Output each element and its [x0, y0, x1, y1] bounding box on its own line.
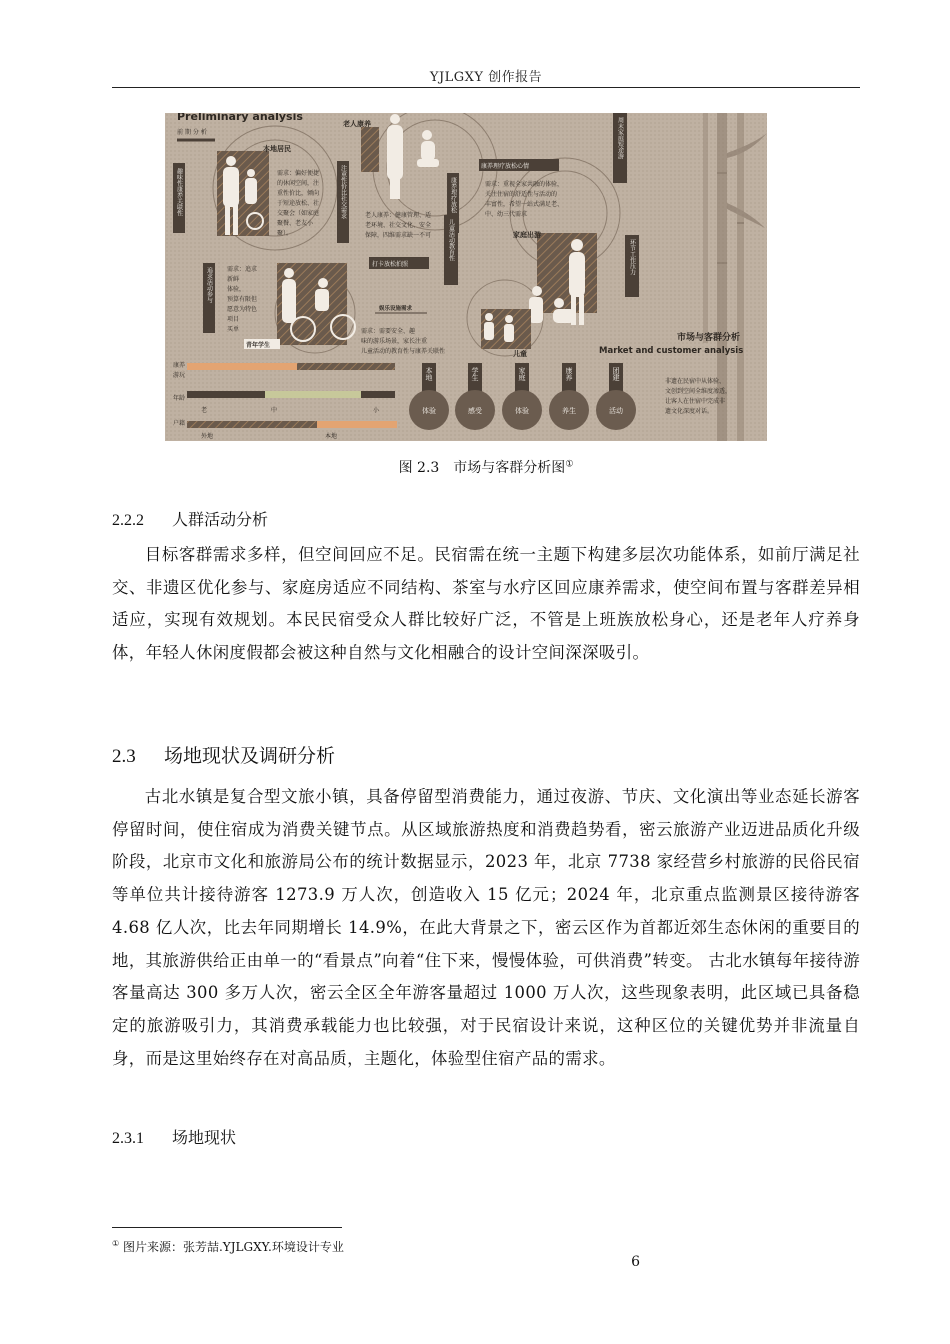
svg-text:保障，四维需求缺一不可: 保障，四维需求缺一不可: [365, 232, 432, 239]
bar-row2-label: 年龄: [173, 395, 186, 402]
footnote: [112, 1238, 344, 1255]
vtext-f: 追求活动参与: [205, 267, 213, 303]
svg-text:非遗在民宿中从体验、: 非遗在民宿中从体验、: [665, 378, 726, 385]
figure-svg: [165, 113, 767, 441]
label-elder: 老人康养: [343, 120, 371, 128]
tick-origin-1: 本地: [325, 433, 338, 440]
svg-text:项目: 项目: [227, 316, 240, 323]
caption-footnote-mark: ①: [565, 459, 574, 470]
label-family: 家庭出游: [513, 231, 541, 239]
section-number: 2.3.1: [112, 1130, 144, 1147]
bar-row3-a: [187, 421, 317, 428]
section-2-3-1-heading: [112, 1125, 236, 1148]
vtext-d: 周末家庭短途游: [616, 117, 624, 159]
svg-text:需求：偏好便捷: 需求：偏好便捷: [277, 170, 320, 177]
footnote-rule: [112, 1227, 342, 1228]
svg-text:老环境、社交文化、安全: 老环境、社交文化、安全: [365, 222, 432, 229]
family-panel: [537, 233, 597, 313]
elder-needs-text: [365, 211, 431, 239]
svg-text:家庭: 家庭: [518, 367, 526, 381]
vtext-g: 环节工作压力: [628, 239, 636, 275]
label-kids: 儿童: [513, 350, 527, 358]
svg-text:需求：追求: 需求：追求: [227, 266, 258, 273]
bar-row3-label: 户籍: [173, 420, 186, 427]
svg-text:新鲜: 新鲜: [227, 276, 240, 283]
section-number: 2.2.2: [112, 512, 144, 529]
svg-text:的休闲空间，注: 的休闲空间，注: [277, 180, 320, 187]
svg-text:康养: 康养: [565, 367, 573, 381]
svg-text:聚）。: 聚）。: [277, 230, 293, 237]
bar-row2-c: [361, 391, 395, 398]
svg-text:遗文化深度对话。: 遗文化深度对话。: [665, 408, 714, 415]
right-title-en: Market and customer analysis: [599, 346, 744, 356]
svg-text:买单: 买单: [227, 326, 240, 333]
paragraph-site-analysis: 古北水镇是复合型文旅小镇，具备停留型消费能力，通过夜游、节庆、文化演出等业态延长游客停留时间，使住宿成为消费关键节点。从区域旅游热度和消费趋势看，密云旅游产业迈进品质化升级阶段，北京市文化和旅游局公布的统计数据显示，2023 年，北京 7738 家经营乡村旅游的民俗民宿等单位共计接待游客 1273.9 万人次，创造收入 15 亿元；2024 年，北京重点监测景区接待游客 4.68 亿人次，比去年同期增长 14.9%，在此大背景之下，密云区作为首都近郊生态休闲的重要目的地，其旅游供给正由单一的“看景点”向着“住下来，慢慢体验，可供消费”转变。 古北水镇每年接待游客量高达 300 多万人次，密云全区全年游客量超过 1000 万人次，这些现象表明，此区域已具备稳定的旅游吸引力，其消费承载能力也比较强，对于民宿设计来说，这种区位的关键优势并非流量自身，而是这里始终存在对高品质，主题化，体验型住宿产品的需求。: [112, 787, 860, 1068]
bar-row2-b: [265, 391, 361, 398]
section-title: 场地现状: [172, 1128, 237, 1147]
svg-text:体验，: 体验，: [227, 286, 246, 293]
bar-row1-label2: 游玩: [173, 372, 186, 379]
svg-text:团建: 团建: [612, 367, 620, 381]
header-rule: [112, 87, 860, 88]
figure-en-title: Preliminary analysis: [177, 113, 303, 123]
caption-text: 图 2.3 市场与客群分析图: [398, 460, 566, 476]
bar-row1-a: [187, 363, 297, 370]
market-analysis-figure: [165, 113, 767, 441]
svg-text:体验: 体验: [515, 407, 529, 415]
bar-row2-a: [187, 391, 265, 398]
figure-cn-subtitle: 前 期 分 析: [177, 129, 207, 136]
bar-row3-b: [317, 421, 397, 428]
svg-text:关注住宿的舒适性与活动的: 关注住宿的舒适性与活动的: [485, 191, 558, 198]
svg-text:文创到空间全维度渗透，: 文创到空间全维度渗透，: [665, 388, 732, 395]
svg-text:老人康养：健康管理、适: 老人康养：健康管理、适: [365, 212, 432, 219]
section-title: 场地现状及调研分析: [164, 745, 336, 767]
bar-row1-label: 康养: [173, 362, 186, 369]
tick-age-0: 老: [201, 407, 208, 414]
svg-text:愿意为特色: 愿意为特色: [227, 306, 258, 313]
bar-row1-b: [297, 363, 395, 370]
section-2-3-heading: [112, 741, 335, 768]
vtext-e: 儿童活动教育性: [447, 219, 455, 261]
vtext-b: 注重性价比社交需求: [339, 165, 347, 219]
svg-text:预算有限但: 预算有限但: [227, 296, 258, 303]
paragraph-crowd-analysis: 目标客群需求多样，但空间回应不足。民宿需在统一主题下构建多层次功能体系，如前厅满足社交、非遗区优化参与、家庭房适应不同结构、茶室与水疗区回应康养需求，使空间布置与客群差异相适应，实现有效规划。本民民宿受众人群比较好广泛，不管是上班族放松身心，还是老年人疗养身体，年轻人休闲度假都会被这种自然与文化相融合的设计空间深深吸引。: [112, 545, 860, 663]
footnote-text: 图片来源：张芳喆.YJLGXY.环境设计专业: [119, 1240, 344, 1254]
svg-text:学生: 学生: [471, 367, 479, 381]
svg-text:中、幼三代需求: 中、幼三代需求: [485, 211, 528, 218]
local-needs-text: [277, 169, 319, 237]
svg-text:感受: 感受: [468, 407, 482, 415]
figure-caption: [112, 457, 860, 477]
footnote-mark: ①: [112, 1239, 120, 1248]
label-photo: 打卡放松拍照: [372, 261, 409, 268]
svg-text:丰富性，希望一站式满足老、: 丰富性，希望一站式满足老、: [485, 201, 564, 208]
vtext-a: 趣味性康养关联性: [175, 168, 183, 216]
svg-text:让客人在住宿中完成非: 让客人在住宿中完成非: [665, 398, 726, 405]
page-number: 6: [631, 1254, 640, 1270]
svg-text:于短途放松、社: 于短途放松、社: [277, 200, 320, 207]
svg-text:体验: 体验: [422, 407, 436, 415]
svg-text:活动: 活动: [609, 407, 623, 415]
svg-text:需求：需要安全、趣: 需求：需要安全、趣: [361, 328, 416, 335]
section-title: 人群活动分析: [172, 510, 269, 529]
svg-text:味的游乐场景，家长注重: 味的游乐场景，家长注重: [361, 338, 428, 345]
label-relax: 康养理疗放松心情: [481, 163, 530, 170]
right-title-cn: 市场与客群分析: [677, 333, 741, 343]
section-number: 2.3: [112, 746, 136, 767]
tick-age-1: 中: [271, 407, 278, 414]
elder-panel: [361, 127, 379, 172]
vtext-c: 康养理疗放松: [449, 177, 457, 213]
svg-text:聚餐、老友小: 聚餐、老友小: [277, 220, 314, 227]
svg-text:需求：重视全家共融的体验，: 需求：重视全家共融的体验，: [485, 181, 564, 188]
section-2-2-2-heading: [112, 507, 268, 530]
svg-text:儿童活动的教育性与康养关联性: 儿童活动的教育性与康养关联性: [361, 348, 446, 355]
svg-text:重性价比，倾向: 重性价比，倾向: [277, 190, 320, 197]
svg-text:本地: 本地: [425, 367, 433, 381]
label-youth: 青年学生: [246, 342, 271, 349]
svg-text:交聚会（如家庭: 交聚会（如家庭: [277, 210, 320, 217]
page-header: YJLGXY 创作报告: [429, 70, 543, 85]
label-local: 本地居民: [263, 145, 291, 153]
label-entertain: 娱乐设施需求: [379, 306, 413, 312]
svg-text:养生: 养生: [562, 407, 576, 415]
tick-age-2: 小: [373, 407, 380, 414]
tick-origin-0: 外地: [201, 433, 214, 440]
